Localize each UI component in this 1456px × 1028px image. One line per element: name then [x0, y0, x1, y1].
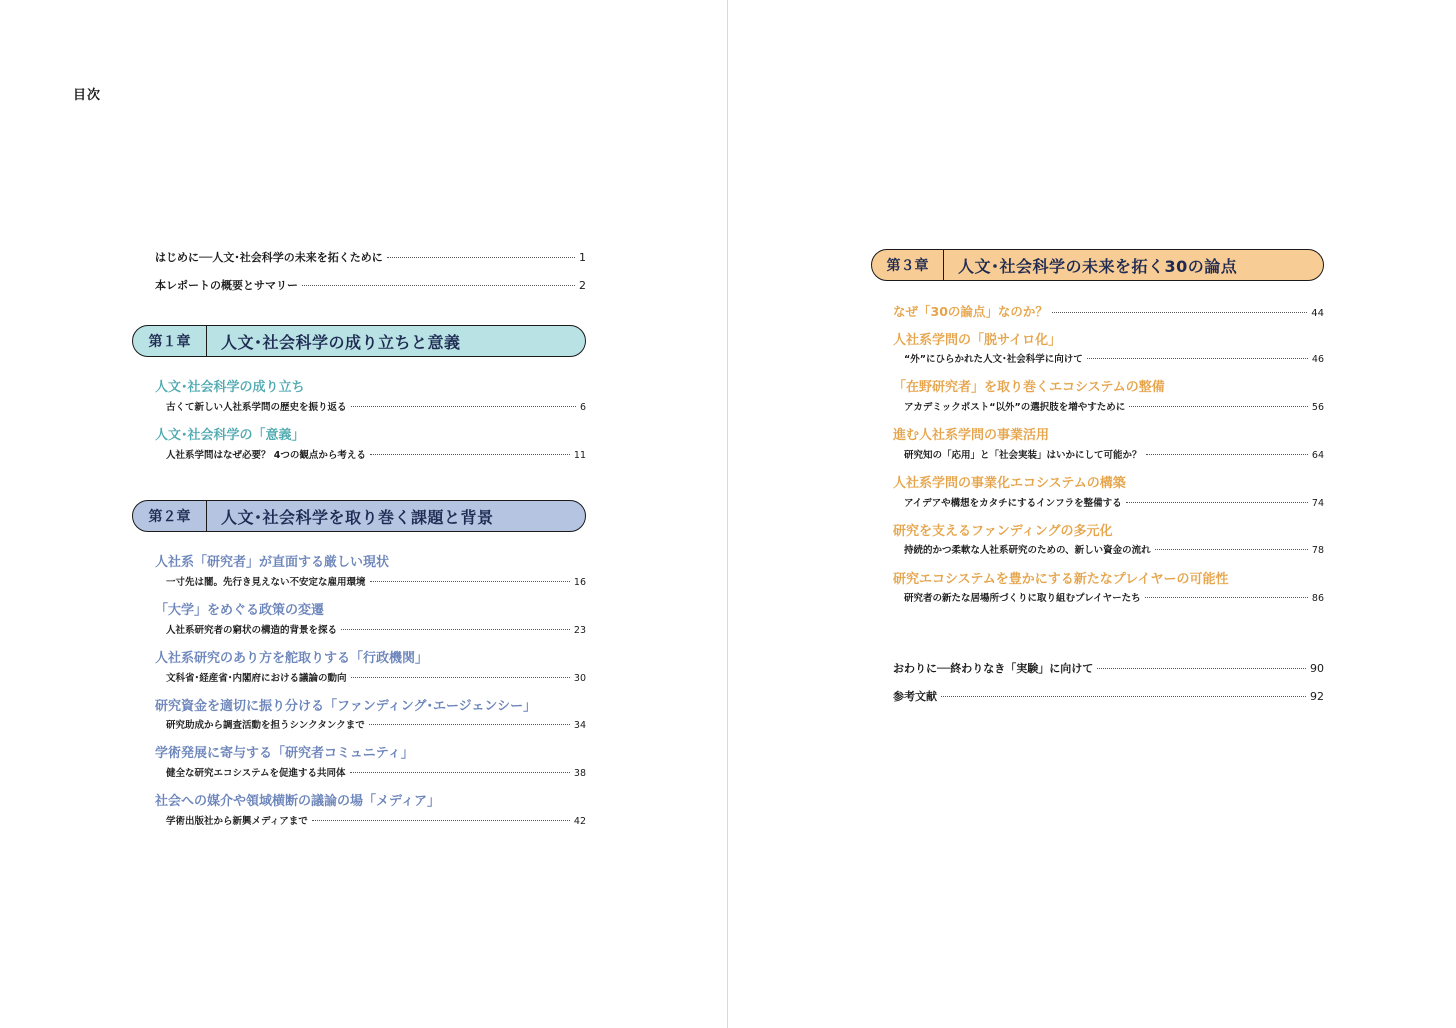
toc-entry-label: 人社系研究者の窮状の構造的背景を探る [166, 625, 338, 636]
toc-entry-label: なぜ「30の論点」なのか？ [893, 304, 1048, 319]
page-number: 11 [573, 450, 586, 461]
chapter-number: 第２章 [133, 501, 207, 531]
toc-entry[interactable] [904, 542, 1324, 556]
leader-dots [350, 772, 570, 773]
toc-entry[interactable] [904, 447, 1324, 461]
leader-dots [1097, 668, 1306, 669]
toc-entry-label: 参考文献 [893, 690, 937, 703]
leader-dots [1087, 358, 1308, 359]
toc-entry[interactable] [166, 717, 586, 731]
toc-entry[interactable] [904, 399, 1324, 413]
page-number: 23 [573, 625, 586, 636]
section-heading[interactable]: 人社系学問の「脱サイロ化」 [893, 333, 1062, 348]
toc-entry-closing[interactable] [893, 660, 1324, 676]
page-number: 2 [579, 279, 586, 292]
leader-dots [1126, 502, 1308, 503]
section-heading[interactable]: 研究エコシステムを豊かにする新たなプレイヤーの可能性 [893, 572, 1229, 587]
leader-dots [1145, 597, 1308, 598]
toc-entry-label: “外”にひらかれた人文･社会科学に向けて [904, 354, 1083, 365]
toc-entry[interactable] [166, 670, 586, 684]
toc-entry-label: 学術出版社から新興メディアまで [166, 816, 308, 827]
toc-entry-label: 人社系学問はなぜ必要？ 4つの観点から考える [166, 450, 366, 461]
chapter-banner[interactable] [871, 249, 1324, 281]
toc-entry-label: 研究者の新たな居場所づくりに取り組むプレイヤーたち [904, 593, 1141, 604]
toc-entry-label: アカデミックポスト“以外”の選択肢を増やすために [904, 402, 1126, 413]
toc-entry-label: 古くて新しい人社系学問の歴史を振り返る [166, 402, 347, 413]
toc-entry-lead[interactable] [893, 302, 1324, 320]
section-heading[interactable]: 人社系研究のあり方を舵取りする「行政機関」 [155, 651, 429, 666]
toc-entry-label: 一寸先は闇。先行き見えない不安定な雇用環境 [166, 577, 366, 588]
leader-dots [941, 696, 1306, 697]
section-heading[interactable]: 研究を支えるファンディングの多元化 [893, 524, 1113, 539]
page-number: 90 [1310, 662, 1324, 675]
page-number: 16 [573, 577, 586, 588]
toc-entry[interactable] [166, 399, 586, 413]
toc-entry-label: 本レポートの概要とサマリー [155, 279, 298, 292]
section-heading[interactable]: 「大学」をめぐる政策の変遷 [155, 603, 325, 618]
page-number: 86 [1311, 593, 1324, 604]
page-number: 34 [573, 720, 586, 731]
toc-entry-label: 文科省･経産省･内閣府における議論の動向 [166, 673, 347, 684]
section-heading[interactable]: 社会への媒介や領域横断の議論の場「メディア」 [155, 794, 440, 809]
toc-title: 目次 [73, 88, 102, 103]
toc-entry[interactable] [166, 813, 586, 827]
toc-entry-label: 持続的かつ柔軟な人社系研究のための、新しい資金の流れ [904, 545, 1151, 556]
toc-entry-summary[interactable] [155, 277, 586, 293]
page-number: 56 [1311, 402, 1324, 413]
chapter-banner[interactable] [132, 500, 586, 532]
toc-entry[interactable] [166, 622, 586, 636]
section-heading[interactable]: 人文･社会科学の「意義」 [155, 428, 305, 443]
chapter-title: 人文･社会科学の成り立ちと意義 [221, 332, 461, 352]
toc-entry-intro[interactable] [155, 249, 586, 265]
page-number: 78 [1311, 545, 1324, 556]
section-heading[interactable]: 学術発展に寄与する「研究者コミュニティ」 [155, 746, 414, 761]
page-number: 74 [1311, 498, 1324, 509]
toc-entry-label: 健全な研究エコシステムを促進する共同体 [166, 768, 346, 779]
leader-dots [370, 581, 570, 582]
toc-entry[interactable] [166, 447, 586, 461]
page-number: 38 [573, 768, 586, 779]
toc-entry-label: はじめに──人文･社会科学の未来を拓くために [155, 251, 383, 264]
section-heading[interactable]: 人文･社会科学の成り立ち [155, 380, 305, 395]
page-number: 6 [579, 402, 586, 413]
leader-dots [302, 285, 575, 286]
leader-dots [1155, 549, 1308, 550]
leader-dots [351, 406, 576, 407]
toc-entry-label: 研究知の「応用」と「社会実装」はいかにして可能か？ [904, 450, 1142, 461]
page-number: 30 [573, 673, 586, 684]
toc-entry[interactable] [904, 590, 1324, 604]
toc-entry[interactable] [166, 574, 586, 588]
right-page [728, 0, 1456, 1028]
leader-dots [341, 629, 570, 630]
page-number: 64 [1311, 450, 1324, 461]
page-number: 92 [1310, 690, 1324, 703]
leader-dots [370, 454, 570, 455]
section-heading[interactable]: 研究資金を適切に振り分ける「ファンディング･エージェンシー」 [155, 699, 537, 714]
chapter-title: 人文･社会科学を取り巻く課題と背景 [221, 507, 494, 527]
toc-entry[interactable] [166, 765, 586, 779]
leader-dots [1052, 312, 1307, 313]
page-number: 46 [1311, 354, 1324, 365]
toc-entry-label: 研究助成から調査活動を担うシンクタンクまで [166, 720, 365, 731]
toc-entry-references[interactable] [893, 688, 1324, 704]
section-heading[interactable]: 人社系「研究者」が直面する厳しい現状 [155, 555, 390, 570]
section-heading[interactable]: 「在野研究者」を取り巻くエコシステムの整備 [893, 380, 1165, 395]
page-number: 42 [573, 816, 586, 827]
leader-dots [312, 820, 570, 821]
chapter-number: 第１章 [133, 326, 207, 356]
leader-dots [1129, 406, 1308, 407]
toc-entry[interactable] [904, 351, 1324, 365]
leader-dots [387, 257, 575, 258]
leader-dots [369, 724, 570, 725]
toc-entry[interactable] [904, 495, 1324, 509]
page-number: 1 [579, 251, 586, 264]
toc-entry-label: おわりに──終わりなき「実験」に向けて [893, 662, 1094, 675]
section-heading[interactable]: 人社系学問の事業化エコシステムの構築 [893, 476, 1126, 491]
chapter-number: 第３章 [872, 250, 944, 280]
section-heading[interactable]: 進む人社系学問の事業活用 [893, 428, 1050, 443]
leader-dots [351, 677, 570, 678]
chapter-title: 人文･社会科学の未来を拓く30の論点 [958, 256, 1238, 276]
chapter-banner[interactable] [132, 325, 586, 357]
toc-entry-label: アイデアや構想をカタチにするインフラを整備する [904, 498, 1122, 509]
leader-dots [1146, 454, 1308, 455]
page-number: 44 [1311, 308, 1324, 319]
